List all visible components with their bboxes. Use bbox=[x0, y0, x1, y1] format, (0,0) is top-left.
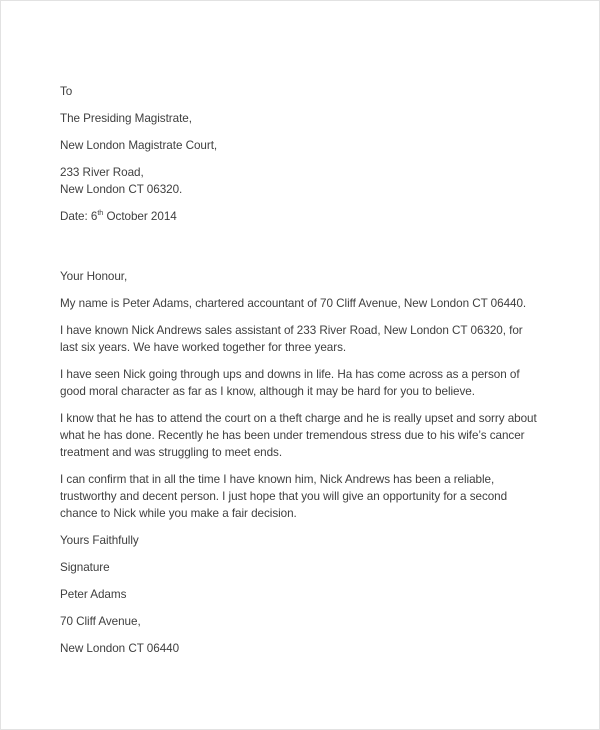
sender-address-line-2: New London CT 06440 bbox=[60, 642, 180, 655]
body-paragraph-4: I know that he has to attend the court on a theft charge and he is really upset and sorry about what he has done. Recently he has been under tremendous stress due to his wife’s cancer treatment and was struggling to meet ends. bbox=[60, 412, 537, 459]
salutation-text: Your Honour, bbox=[60, 270, 128, 283]
recipient-line-2 bbox=[60, 137, 543, 154]
date-ordinal-suffix: th bbox=[97, 208, 104, 218]
recipient-city-zip: New London CT 06320. bbox=[60, 183, 183, 196]
valediction: Yours Faithfully bbox=[60, 534, 139, 547]
letter-body bbox=[60, 83, 543, 667]
recipient-line-1 bbox=[60, 110, 543, 127]
date-prefix: Date: 6 bbox=[60, 210, 98, 223]
date-suffix: October 2014 bbox=[103, 210, 177, 223]
sender-address-line-1: 70 Cliff Avenue, bbox=[60, 615, 141, 628]
date-line bbox=[60, 208, 543, 225]
body-paragraph-1: My name is Peter Adams, chartered accountant of 70 Cliff Avenue, New London CT 06440. bbox=[60, 297, 527, 310]
signature-placeholder: Signature bbox=[60, 561, 110, 574]
recipient-address bbox=[60, 164, 543, 198]
salutation bbox=[60, 268, 543, 285]
sender-name: Peter Adams bbox=[60, 588, 127, 601]
recipient-street: 233 River Road, bbox=[60, 166, 144, 179]
recipient-title: The Presiding Magistrate, bbox=[60, 112, 192, 125]
recipient-court: New London Magistrate Court, bbox=[60, 139, 218, 152]
body-paragraph-5: I can confirm that in all the time I have known him, Nick Andrews has been a reliable, trustworthy and decent person. I just hope that you will give an opportunity for a second chance to Nick while you make a fair decision. bbox=[60, 473, 508, 520]
to-label: To bbox=[60, 85, 73, 98]
body-paragraph-3: I have seen Nick going through ups and downs in life. Ha has come across as a person of good moral character as far as I know, although it may be hard for you to believe. bbox=[60, 368, 520, 398]
body-paragraph-2: I have known Nick Andrews sales assistant of 233 River Road, New London CT 06320, for last six years. We have worked together for three years. bbox=[60, 324, 523, 354]
recipient-to-label bbox=[60, 83, 543, 100]
